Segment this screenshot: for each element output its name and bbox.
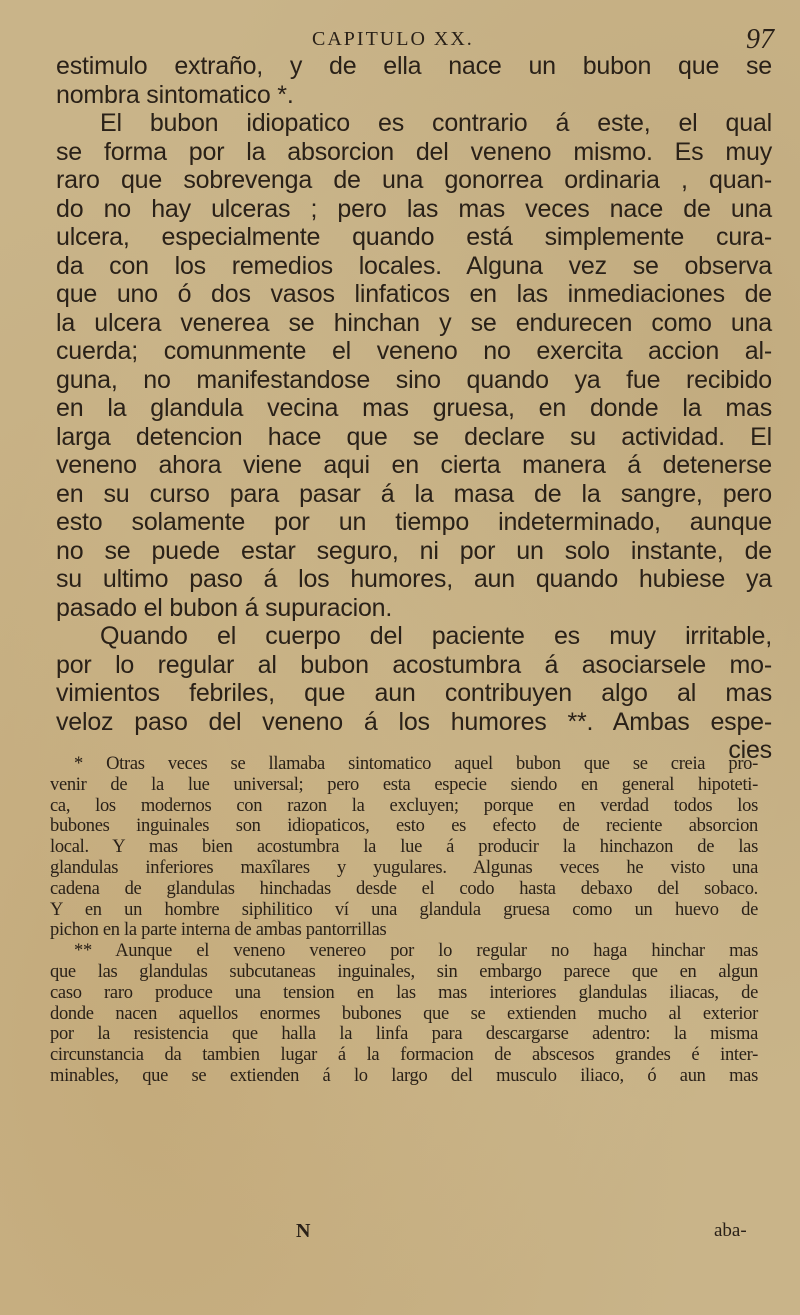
- text-line: pasado el bubon á supuracion.: [56, 593, 393, 622]
- text-line: da con los remedios locales. Alguna vez se observa: [56, 251, 772, 280]
- text-line: veloz paso del veneno á los humores **. Ambas espe-: [56, 707, 772, 736]
- text-line: no se puede estar seguro, ni por un solo instante, de: [56, 536, 772, 565]
- body-text: [56, 52, 772, 765]
- footnote-line: cadena de glandulas hinchadas desde el codo hasta debaxo del sobaco.: [50, 878, 758, 899]
- text-line: cuerda; comunmente el veneno no exercita accion al-: [56, 337, 772, 365]
- footnote-line: que las glandulas subcutaneas inguinales, sin embargo parece que en algun: [50, 961, 758, 982]
- text-line: Quando el cuerpo del paciente es muy irritable,: [100, 622, 772, 650]
- footnote-line: minables, que se extienden á lo largo del musculo iliaco, ó aun mas: [50, 1065, 758, 1086]
- text-line: en su curso para pasar á la masa de la sangre, pero: [56, 479, 772, 508]
- signature-mark: N: [296, 1220, 311, 1242]
- text-line: nombra sintomatico *.: [56, 80, 294, 109]
- footnote-line: por la resistencia que halla la linfa para descargarse adentro: la misma: [50, 1024, 758, 1045]
- page-number: 97: [746, 24, 774, 55]
- footnote-line: ca, los modernos con razon la excluyen; porque en verdad todos los: [50, 795, 758, 816]
- text-line: ulcera, especialmente quando está simplemente cura-: [56, 223, 772, 251]
- text-line: larga detencion hace que se declare su actividad. El: [56, 422, 772, 451]
- text-line: se forma por la absorcion del veneno mismo. Es muy: [56, 137, 772, 166]
- footnote-line: caso raro produce una tension en las mas interiores glandulas iliacas, de: [50, 982, 758, 1003]
- footnote-line: venir de la lue universal; pero esta especie siendo en general hipoteti-: [50, 774, 758, 795]
- text-line: por lo regular al bubon acostumbra á asociarsele mo-: [56, 650, 772, 679]
- text-line: do no hay ulceras ; pero las mas veces nace de una: [56, 194, 772, 223]
- text-line: su ultimo paso á los humores, aun quando hubiese ya: [56, 565, 772, 593]
- text-line: cies: [728, 736, 772, 764]
- text-line: guna, no manifestandose sino quando ya fue recibido: [56, 365, 772, 394]
- text-line: esto solamente por un tiempo indeterminado, aunque: [56, 508, 772, 536]
- text-line: vimientos febriles, que aun contribuyen algo al mas: [56, 679, 772, 707]
- footnote-line: donde nacen aquellos enormes bubones que se extienden mucho al exterior: [50, 1003, 758, 1024]
- footnote-line: local. Y mas bien acostumbra la lue á producir la hinchazon de las: [50, 837, 758, 858]
- text-line: en la glandula vecina mas gruesa, en donde la mas: [56, 394, 772, 422]
- text-line: estimulo extraño, y de ella nace un bubon que se: [56, 52, 772, 80]
- footnote-line: pichon en la parte interna de ambas pantorrillas: [50, 920, 387, 941]
- catchword: aba-: [714, 1220, 747, 1241]
- text-line: la ulcera venerea se hinchan y se endurecen como una: [56, 308, 772, 337]
- footnote-line: Y en un hombre siphilitico ví una glandula gruesa como un huevo de: [50, 899, 758, 920]
- text-line: raro que sobrevenga de una gonorrea ordinaria , quan-: [56, 166, 772, 194]
- running-head: [0, 24, 800, 54]
- footnotes: [50, 754, 758, 1087]
- footnote-line: ** Aunque el veneno venereo por lo regular no haga hinchar mas: [74, 941, 758, 962]
- text-line: El bubon idiopatico es contrario á este, el qual: [100, 109, 772, 137]
- chapter-title: CAPITULO XX.: [312, 28, 474, 50]
- text-line: que uno ó dos vasos linfaticos en las inmediaciones de: [56, 280, 772, 308]
- footnote-line: bubones inguinales son idiopaticos, esto es efecto de reciente absorcion: [50, 816, 758, 837]
- footnote-line: * Otras veces se llamaba sintomatico aquel bubon que se creia pro-: [74, 754, 758, 774]
- footnote-line: circunstancia da tambien lugar á la formacion de abscesos grandes é inter-: [50, 1045, 758, 1066]
- text-line: veneno ahora viene aqui en cierta manera á detenerse: [56, 451, 772, 479]
- footnote-line: glandulas inferiores maxîlares y yugulares. Algunas veces he visto una: [50, 857, 758, 878]
